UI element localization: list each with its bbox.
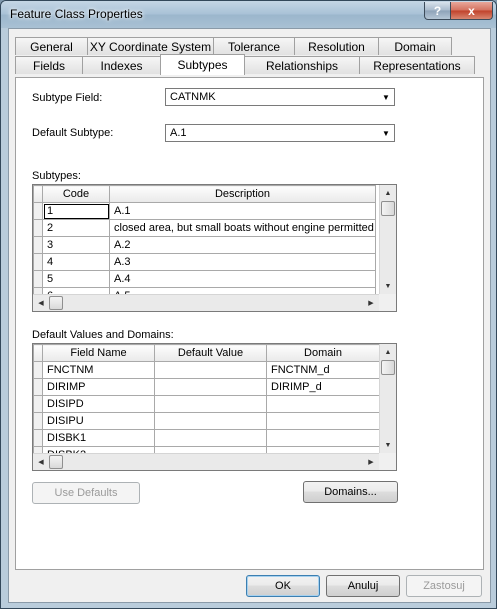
table-cell[interactable]: DISIPU — [43, 413, 155, 430]
table-cell[interactable]: DISIPD — [43, 396, 155, 413]
table-cell[interactable]: 3 — [43, 237, 110, 254]
scrollbar-corner — [379, 453, 396, 470]
cancel-button[interactable]: Anuluj — [326, 575, 400, 597]
subtypes-vertical-scrollbar[interactable] — [379, 185, 396, 294]
table-cell[interactable]: A.1 — [110, 203, 376, 220]
table-row[interactable] — [34, 413, 380, 430]
apply-button[interactable]: Zastosuj — [406, 575, 482, 597]
table-cell[interactable] — [155, 362, 267, 379]
table-row[interactable] — [34, 220, 376, 237]
subtype-field-value: CATNMK — [170, 91, 216, 103]
row-selector[interactable] — [34, 271, 43, 288]
column-header-code[interactable]: Code — [43, 186, 110, 203]
help-icon: ? — [433, 3, 442, 18]
row-selector[interactable] — [34, 362, 43, 379]
table-cell[interactable] — [155, 430, 267, 447]
subtype-field-select[interactable] — [165, 88, 395, 106]
row-selector[interactable] — [34, 254, 43, 271]
table-cell[interactable]: FNCTNM_d — [267, 362, 380, 379]
table-row[interactable] — [34, 203, 376, 220]
ok-button[interactable]: OK — [246, 575, 320, 597]
help-button[interactable] — [424, 2, 451, 20]
chevron-down-icon: ▼ — [382, 92, 390, 102]
scroll-right-icon[interactable]: ▶ — [368, 300, 374, 307]
table-cell[interactable]: 5 — [43, 271, 110, 288]
row-selector-header — [34, 345, 43, 362]
table-row[interactable] — [34, 430, 380, 447]
scroll-left-icon[interactable]: ◀ — [38, 459, 44, 466]
table-cell[interactable] — [267, 396, 380, 413]
row-selector[interactable] — [34, 430, 43, 447]
table-cell[interactable]: A.3 — [110, 254, 376, 271]
column-header-description[interactable]: Description — [110, 186, 376, 203]
tab-indexes[interactable]: Indexes — [82, 56, 161, 74]
tab-subtypes[interactable]: Subtypes — [160, 54, 245, 75]
subtypes-table — [33, 185, 376, 305]
table-row[interactable] — [34, 379, 380, 396]
default-subtype-select[interactable] — [165, 124, 395, 142]
table-cell[interactable]: DIRIMP — [43, 379, 155, 396]
tab-domain[interactable]: Domain — [378, 37, 452, 55]
scrollbar-corner — [379, 294, 396, 311]
row-selector[interactable] — [34, 220, 43, 237]
table-row[interactable] — [34, 396, 380, 413]
domains-button[interactable]: Domains... — [303, 481, 398, 503]
row-selector[interactable] — [34, 379, 43, 396]
row-selector-header — [34, 186, 43, 203]
table-cell[interactable]: DISBK1 — [43, 430, 155, 447]
column-header-default-value[interactable]: Default Value — [155, 345, 267, 362]
table-cell[interactable] — [267, 430, 380, 447]
title-bar[interactable] — [1, 1, 496, 28]
default-values-label: Default Values and Domains: — [32, 329, 174, 341]
subtypes-panel — [15, 77, 484, 570]
scroll-thumb[interactable] — [49, 296, 63, 310]
table-cell[interactable]: FNCTNM — [43, 362, 155, 379]
column-header-field-name[interactable]: Field Name — [43, 345, 155, 362]
table-cell[interactable]: 4 — [43, 254, 110, 271]
tab-fields[interactable]: Fields — [15, 56, 83, 74]
tab-relationships[interactable]: Relationships — [244, 56, 360, 74]
close-icon: x — [468, 3, 475, 18]
defaults-vertical-scrollbar[interactable] — [379, 344, 396, 453]
window-title: Feature Class Properties — [10, 7, 143, 21]
tab-representations[interactable]: Representations — [359, 56, 475, 74]
subtypes-grid — [32, 184, 397, 312]
table-row[interactable] — [34, 237, 376, 254]
table-cell[interactable] — [267, 413, 380, 430]
table-cell[interactable]: 2 — [43, 220, 110, 237]
table-row[interactable] — [34, 271, 376, 288]
scroll-down-icon[interactable]: ▼ — [384, 441, 392, 449]
tab-tolerance[interactable]: Tolerance — [213, 37, 295, 55]
tab-row-top — [15, 37, 451, 55]
chevron-down-icon: ▼ — [382, 128, 390, 138]
scroll-up-icon[interactable]: ▲ — [384, 348, 392, 356]
table-cell[interactable] — [155, 379, 267, 396]
subtypes-label: Subtypes: — [32, 170, 81, 182]
column-header-domain[interactable]: Domain — [267, 345, 380, 362]
row-selector[interactable] — [34, 237, 43, 254]
subtype-field-label: Subtype Field: — [32, 92, 103, 104]
table-cell[interactable]: A.2 — [110, 237, 376, 254]
scroll-right-icon[interactable]: ▶ — [368, 459, 374, 466]
scroll-thumb[interactable] — [381, 360, 395, 375]
tab-row-bottom — [15, 56, 474, 74]
table-cell[interactable]: A.4 — [110, 271, 376, 288]
table-row[interactable] — [34, 362, 380, 379]
use-defaults-button[interactable]: Use Defaults — [32, 482, 140, 504]
row-selector[interactable] — [34, 396, 43, 413]
scroll-down-icon[interactable]: ▼ — [384, 282, 392, 290]
table-cell[interactable]: DIRIMP_d — [267, 379, 380, 396]
default-subtype-label: Default Subtype: — [32, 127, 114, 139]
defaults-horizontal-scrollbar[interactable] — [33, 453, 379, 470]
row-selector[interactable] — [34, 203, 43, 220]
table-cell[interactable] — [155, 396, 267, 413]
tab-resolution[interactable]: Resolution — [294, 37, 379, 55]
table-cell[interactable]: 1 — [43, 203, 110, 220]
default-values-grid — [32, 343, 397, 471]
dialog-content — [8, 28, 491, 603]
row-selector[interactable] — [34, 413, 43, 430]
default-values-table — [33, 344, 380, 464]
default-subtype-value: A.1 — [170, 127, 187, 139]
table-cell[interactable]: closed area, but small boats without engine permitted — [110, 220, 376, 237]
tab-xy-coordinate-system[interactable]: XY Coordinate System — [87, 37, 214, 55]
table-cell[interactable] — [155, 413, 267, 430]
scroll-thumb[interactable] — [49, 455, 63, 469]
subtypes-horizontal-scrollbar[interactable] — [33, 294, 379, 311]
scroll-up-icon[interactable]: ▲ — [384, 189, 392, 197]
table-row[interactable] — [34, 254, 376, 271]
scroll-left-icon[interactable]: ◀ — [38, 300, 44, 307]
scroll-thumb[interactable] — [381, 201, 395, 216]
tab-general[interactable]: General — [15, 37, 88, 55]
close-button[interactable] — [450, 2, 493, 20]
